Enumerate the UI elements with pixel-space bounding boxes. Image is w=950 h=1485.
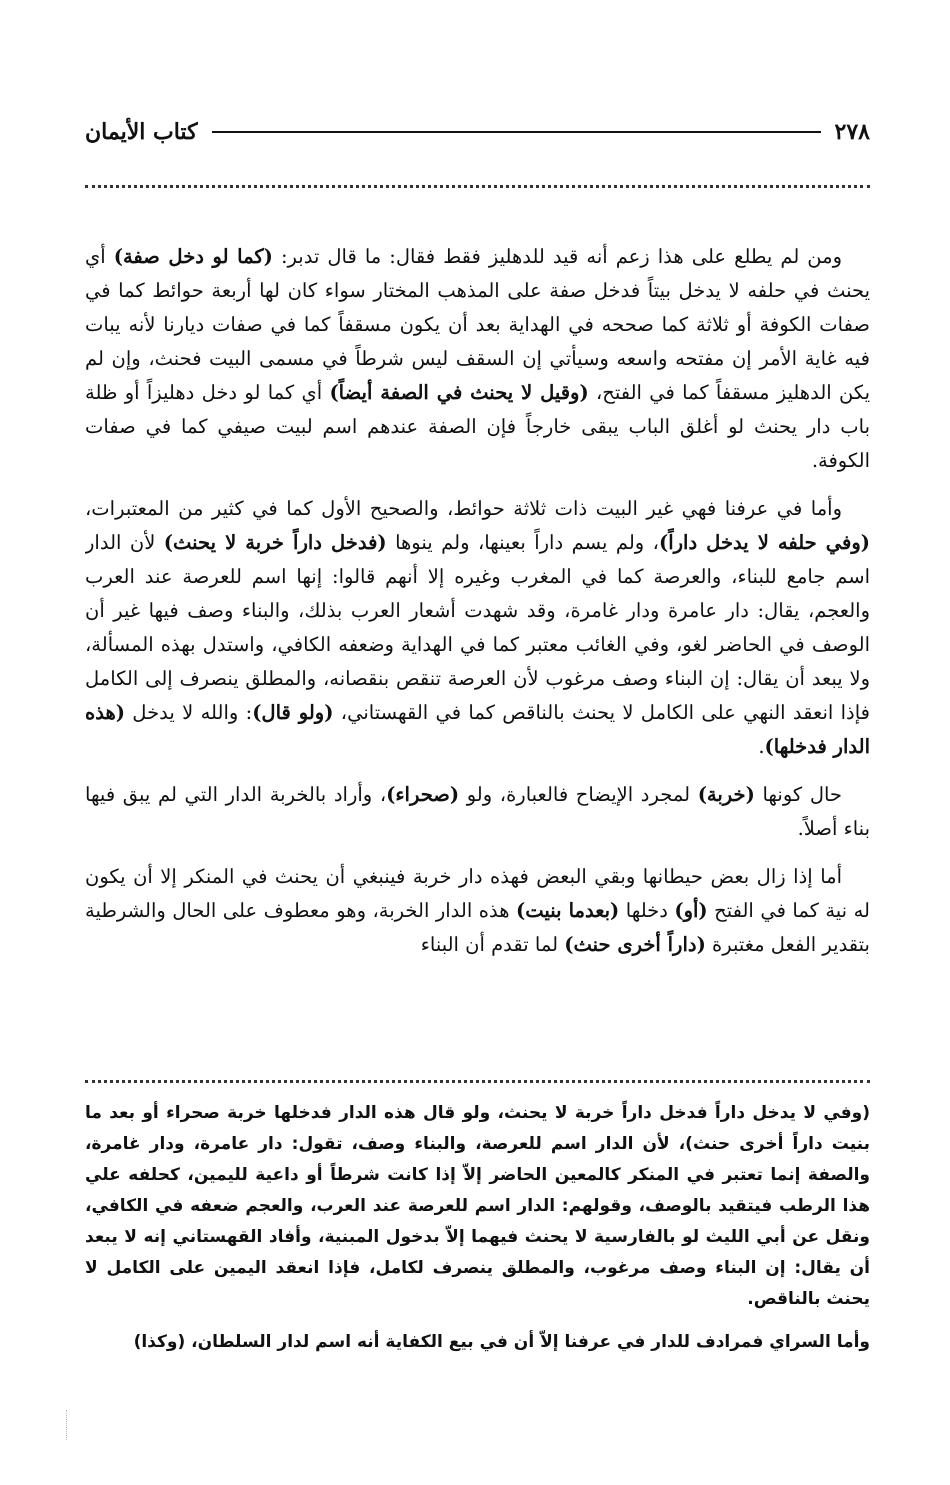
main-paragraph-1 (85, 240, 870, 478)
footnote-dotted-separator (85, 1080, 870, 1083)
bold-matn: (أو) (674, 899, 708, 922)
bold-matn: (وقيل لا يحنث في الصفة أيضاً) (329, 381, 589, 404)
bold-matn: (هذه الدار فدخلها) (85, 701, 870, 758)
header-rule (212, 131, 821, 133)
footnote-paragraph-2: وأما السراي فمرادف للدار في عرفنا إلاّ أن في بيع الكفاية أنه اسم لدار السلطان، (وكذا) (133, 1332, 870, 1352)
text-run: حال كونها (754, 783, 842, 806)
bold-matn: (وفي حلفه لا يدخل داراً) (658, 531, 870, 554)
main-text (85, 240, 870, 1070)
page-number: ٢٧٨ (834, 119, 870, 145)
bold-matn: (فدخل داراً خربة لا يحنث) (163, 531, 387, 554)
text-run: لما تقدم أن البناء (420, 933, 565, 956)
bold-matn: (كما لو دخل صفة) (113, 245, 273, 268)
bold-matn: (بعدما بنيت) (515, 899, 620, 922)
running-header (85, 112, 870, 152)
main-paragraph-4 (85, 860, 870, 962)
text-run: أي يحنث في حلفه لا يدخل بيتاً فدخل صفة على المذهب المختار سواء كان لها أربعة حوائط كما في صفات الكوفة أو ثلاثة كما صححه في الهداية بعد أن يكون مسقفاً كما في صفات ديارنا لأنه يبات فيه غاية الأمر إن مفتحه واسعه وسيأتي إن السقف ليس شرطاً في مسمى البيت فحنث، وإن لم يكن الدهليز مسقفاً كما في الفتح، (85, 245, 870, 404)
book-title: كتاب الأيمان (85, 119, 198, 145)
text-run: لأن الدار اسم جامع للبناء، والعرصة كما في المغرب وغيره إلا أنهم قالوا: إنها اسم للعرصة عند العرب والعجم، يقال: دار عامرة ودار غامرة، وقد شهدت أشعار العرب بذلك، والبناء وصف فيها غير أن الوصف في الحاضر لغو، وفي الغائب معتبر كما في الهداية وضعفه الكافي، واستدل بهذه المسألة، ولا يبعد أن يقال: إن البناء وصف مرغوب لأن العرصة تنقص بنقصانه، والمطلق ينصرف إلى الكامل فإذا انعقد النهي على الكامل لا يحنث بالناقص كما في القهستاني، (85, 531, 870, 724)
text-run: دخلها (619, 899, 675, 922)
text-run: وأما في عرفنا فهي غير البيت ذات ثلاثة حوائط، والصحيح الأول كما في كثير من المعتبرات، (85, 497, 842, 520)
text-run: أما إذا زال بعض حيطانها وبقي البعض فهذه دار خربة فينبغي أن يحنث في المنكر إلا أن يكون له نية كما في الفتح (85, 865, 870, 922)
main-paragraph-2 (85, 492, 870, 764)
text-run: ومن لم يطلع على هذا زعم أنه قيد للدهليز فقط فقال: ما قال تدبر: (272, 245, 843, 268)
scan-mark (66, 1410, 69, 1440)
text-run: ، وأراد بالخربة الدار التي لم يبق فيها بناء أصلاً. (85, 783, 870, 840)
text-run: ، ولم يسم داراً بعينها، ولم ينوها (386, 531, 659, 554)
text-run: أي كما لو دخل دهليزاً أو ظلة باب دار يحنث لو أغلق الباب يبقى خارجاً فإن الصفة عندهم اسم لبيت صيفي كما في صفات الكوفة. (85, 381, 870, 472)
footnote-paragraph-1: (وفي لا يدخل داراً فدخل داراً خربة لا يحنث، ولو قال هذه الدار فدخلها خربة صحراء أو بعد ما بنيت داراً أخرى حنث)، لأن الدار اسم للعرصة، والبناء وصف، تقول: دار عامرة، ودار غامرة، والصفة إنما تعتبر في المنكر كالمعين الحاضر إلاّ إذا كانت شرطاً أو داعية لليمين، كحلفه علي هذا الرطب فيتقيد بالوصف، وقولهم: الدار اسم للعرصة عند العرب، والعجم ضعفه في الكافي، ونقل عن أبي الليث لو بالفارسية لا يحنث فيهما إلاّ بدخول المبنية، وأفاد القهستاني إنه لا يبعد أن يقال: إن البناء وصف مرغوب، والمطلق ينصرف لكامل، فإذا انعقد اليمين على الكامل لا يحنث بالناقص. (85, 1103, 870, 1309)
footnote-text (85, 1098, 870, 1428)
text-run: . (758, 735, 765, 758)
text-run: لمجرد الإيضاح فالعبارة، ولو (459, 783, 698, 806)
bold-matn: (صحراء) (386, 783, 460, 806)
text-run: : والله لا يدخل (124, 701, 253, 724)
text-run: هذه الدار الخربة، وهو معطوف على الحال والشرطية بتقدير الفعل مغتبرة (85, 899, 870, 956)
bold-matn: (ولو قال) (252, 701, 334, 724)
bold-matn: (خربة) (697, 783, 755, 806)
bold-matn: (داراً أخرى حنث) (564, 933, 706, 956)
main-paragraph-3 (85, 778, 870, 846)
top-dotted-separator (85, 185, 870, 188)
